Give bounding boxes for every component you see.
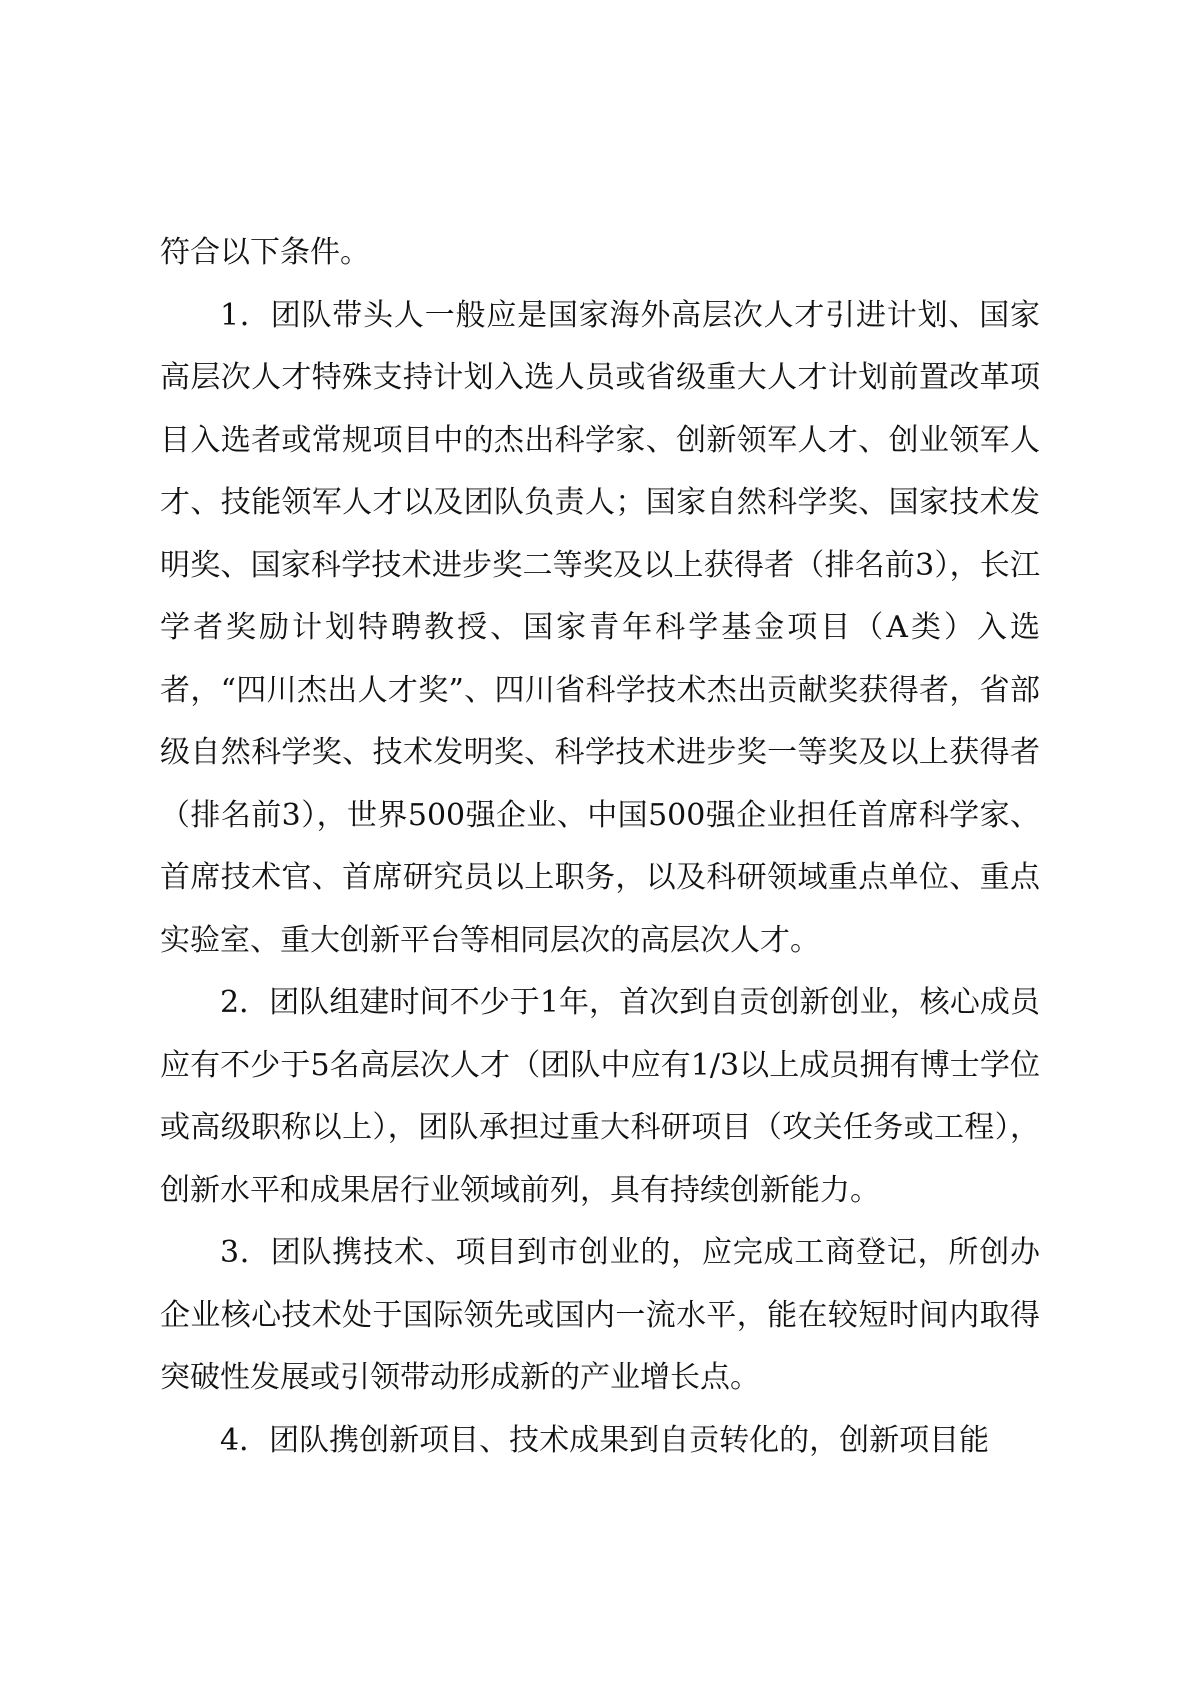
paragraph-item-1: 1．团队带头人一般应是国家海外高层次人才引进计划、国家高层次人才特殊支持计划入选人员或省级重大人才计划前置改革项目入选者或常规项目中的杰出科学家、创新领军人才、创业领军人才、技能领军人才以及团队负责人；国家自然科学奖、国家技术发明奖、国家科学技术进步奖二等奖及以上获得者（排名前3），长江学者奖励计划特聘教授、国家青年科学基金项目（A类）入选者，“四川杰出人才奖”、四川省科学技术杰出贡献奖获得者，省部级自然科学奖、技术发明奖、科学技术进步奖一等奖及以上获得者（排名前3），世界500强企业、中国500强企业担任首席科学家、首席技术官、首席研究员以上职务，以及科研领域重点单位、重点实验室、重大创新平台等相同层次的高层次人才。	[160, 297, 1040, 958]
document-body	[160, 222, 1040, 1472]
paragraph-item-4: 4．团队携创新项目、技术成果到自贡转化的，创新项目能	[220, 1422, 990, 1458]
paragraph-item-3: 3．团队携技术、项目到市创业的，应完成工商登记，所创办企业核心技术处于国际领先或国内一流水平，能在较短时间内取得突破性发展或引领带动形成新的产业增长点。	[160, 1235, 1040, 1395]
paragraph-continuation: 符合以下条件。	[160, 235, 370, 270]
paragraph-item-2: 2．团队组建时间不少于1年，首次到自贡创新创业，核心成员应有不少于5名高层次人才（团队中应有1/3以上成员拥有博士学位或高级职称以上），团队承担过重大科研项目（攻关任务或工程），创新水平和成果居行业领域前列，具有持续创新能力。	[160, 985, 1040, 1208]
